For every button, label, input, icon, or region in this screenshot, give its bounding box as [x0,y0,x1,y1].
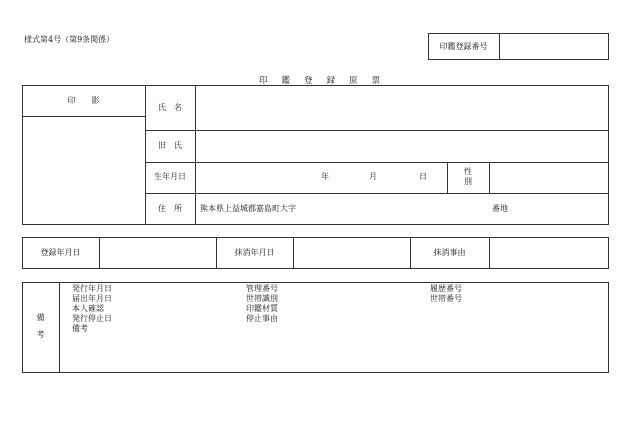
title-char: 原 [349,76,358,86]
notes-column-3 [430,284,462,304]
birthdate-label: 生年月日 [154,172,186,181]
divider [145,130,609,131]
notes-column-2 [246,284,278,324]
notes-item: 発行停止日 [72,314,112,323]
divider [489,237,490,269]
notes-label-2: 考 [36,330,45,339]
cancellation-reason-label: 抹消事由 [433,248,466,257]
month-label: 月 [369,172,377,181]
divider [59,282,60,373]
notes-item: 世帯識別 [246,294,278,303]
registration-number-label: 印鑑登録番号 [439,42,488,51]
dates-table [22,237,609,269]
notes-item: 履歴番号 [430,284,462,293]
gender-label-2: 別 [464,177,472,186]
notes-label-1: 備 [36,313,45,322]
title-char: 鑑 [281,76,291,86]
title-char: 票 [371,76,381,86]
old-name-label: 旧 氏 [158,141,182,150]
banchi-label: 番地 [492,204,508,213]
seal-label: 印 影 [67,96,100,105]
divider [145,162,609,163]
form-number: 様式第4号（第9条関係） [24,35,115,44]
cancellation-date-label: 抹消年月日 [234,248,275,257]
address-field[interactable]: 熊本県上益城郡嘉島町大字 [200,204,296,213]
title-char: 録 [326,76,336,86]
address-label: 住 所 [158,204,182,213]
notes-item: 管理番号 [246,284,278,293]
divider [195,85,196,225]
day-label: 日 [419,172,427,181]
divider [293,237,294,269]
seal-area[interactable] [23,117,144,224]
notes-item: 本人確認 [72,304,104,313]
notes-item: 届出年月日 [72,294,112,303]
divider [499,33,500,60]
divider [489,162,490,193]
notes-item: 印鑑材質 [246,304,278,313]
notes-item: 備考 [72,324,88,333]
divider [99,237,100,269]
year-label: 年 [321,172,329,181]
name-label: 氏 名 [158,103,182,112]
notes-column-1 [72,284,112,334]
notes-item: 停止事由 [246,314,278,323]
title-char: 印 [259,76,268,86]
notes-item: 発行年月日 [72,284,112,293]
title-char: 登 [304,76,313,86]
divider [145,193,609,194]
gender-label-1: 性 [464,167,472,176]
notes-item: 世帯番号 [430,294,462,303]
registration-date-label: 登録年月日 [40,248,81,257]
